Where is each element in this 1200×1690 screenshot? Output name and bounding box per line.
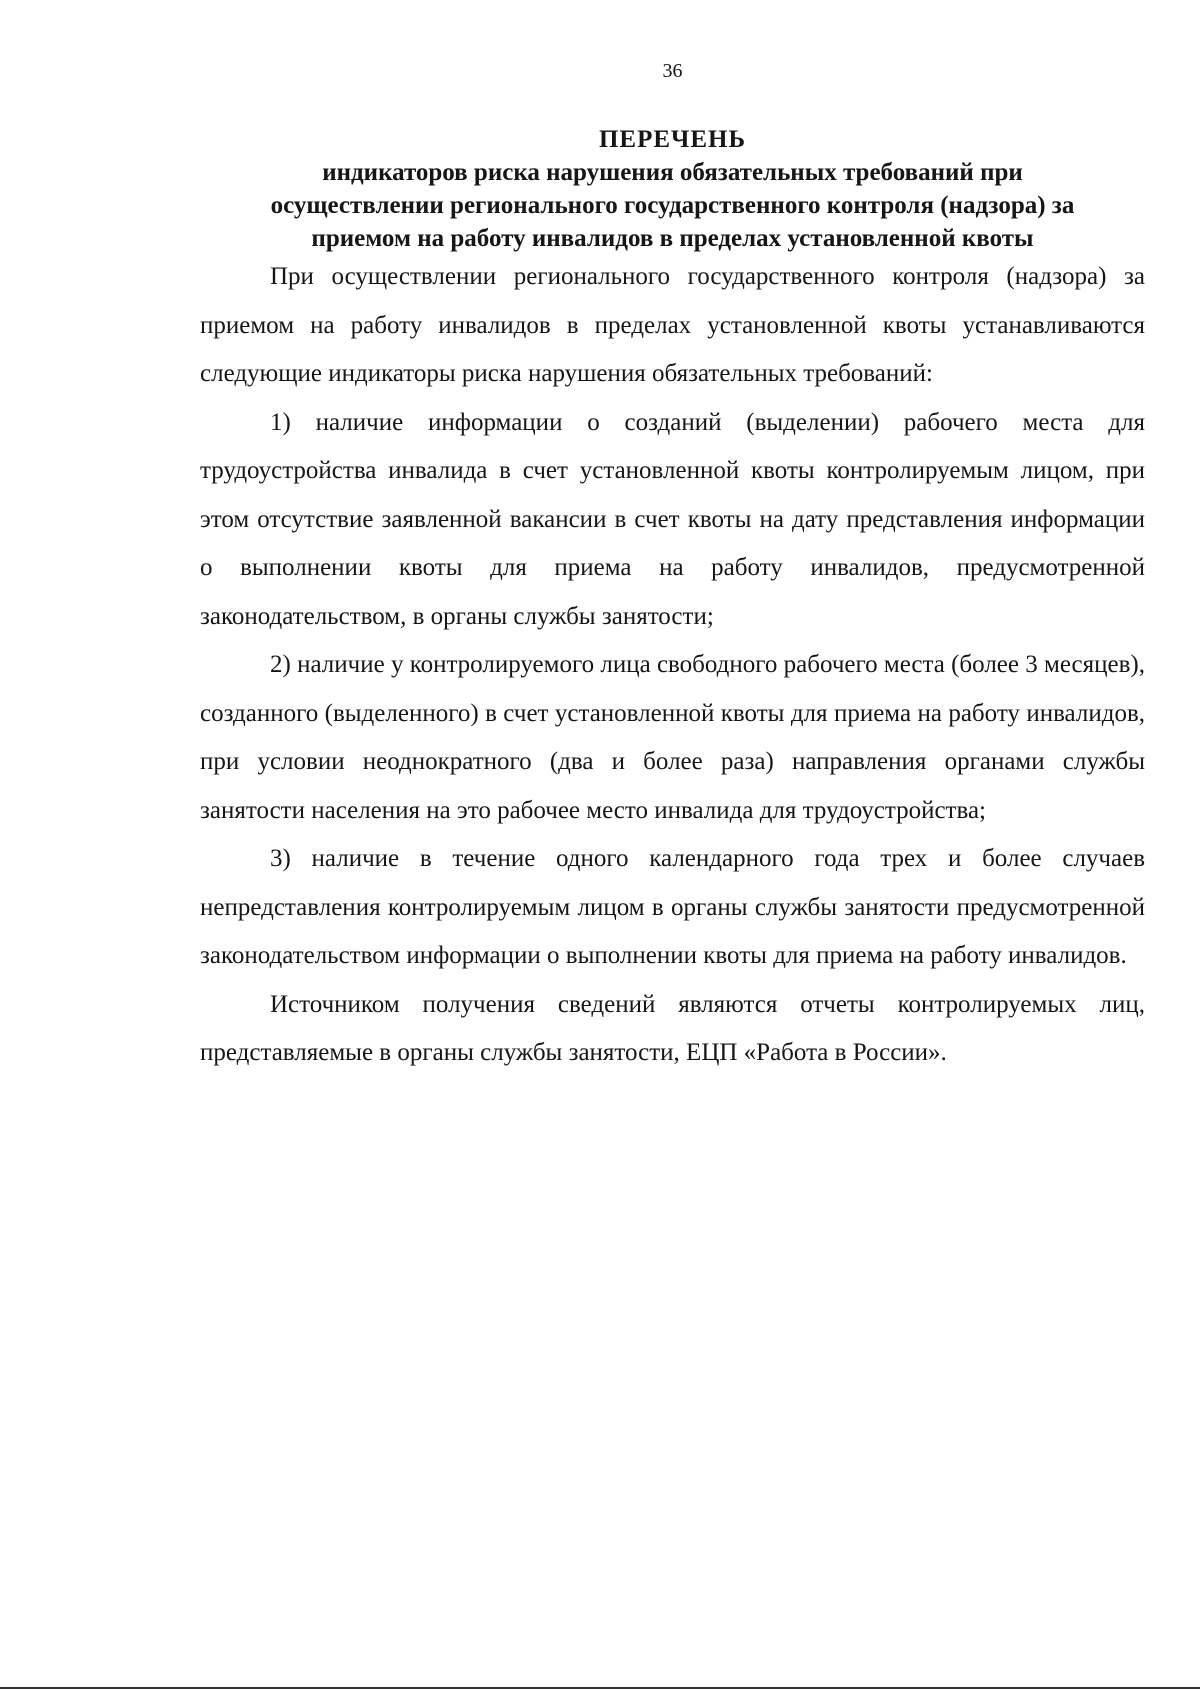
source-paragraph: Источником получения сведений являются отчеты контролируемых лиц, представляемые в органы службы занятости, ЕЦП «Работа в России». [200,990,1145,1066]
title-line-1: индикаторов риска нарушения обязательных требований при [322,159,1023,186]
title-line-3: приемом на работу инвалидов в пределах установленной квоты [311,225,1034,252]
document-body [200,253,1145,1078]
title-heading: ПЕРЕЧЕНЬ [598,126,747,153]
indicator-item-2: 2) наличие у контролируемого лица свободного рабочего места (более 3 месяцев), созданного (выделенного) в счет установленной квоты для приема на работу инвалидов, при условии неоднократного (два и более раза) направления органами службы занятости населения на это рабочее место инвалида для трудоустройства; [200,651,1145,824]
intro-paragraph: При осуществлении регионального государственного контроля (надзора) за приемом на работу инвалидов в пределах установленной квоты устанавливаются следующие индикаторы риска нарушения обязательных требований: [200,263,1145,387]
indicator-item-1: 1) наличие информации о созданий (выделении) рабочего места для трудоустройства инвалида в счет установленной квоты контролируемым лицом, при этом отсутствие заявленной вакансии в счет квоты на дату представления информации о выполнении квоты для приема на работу инвалидов, предусмотренной законодательством, в органы службы занятости; [200,408,1145,630]
title-line-2: осуществлении регионального государственного контроля (надзора) за [270,192,1075,219]
document-title [200,124,1145,255]
page-number: 36 [662,60,683,82]
scan-bottom-edge [0,1687,1200,1689]
indicator-item-3: 3) наличие в течение одного календарного года трех и более случаев непредставления контролируемым лицом в органы службы занятости предусмотренной законодательством информации о выполнении квоты для приема на работу инвалидов. [200,845,1145,969]
